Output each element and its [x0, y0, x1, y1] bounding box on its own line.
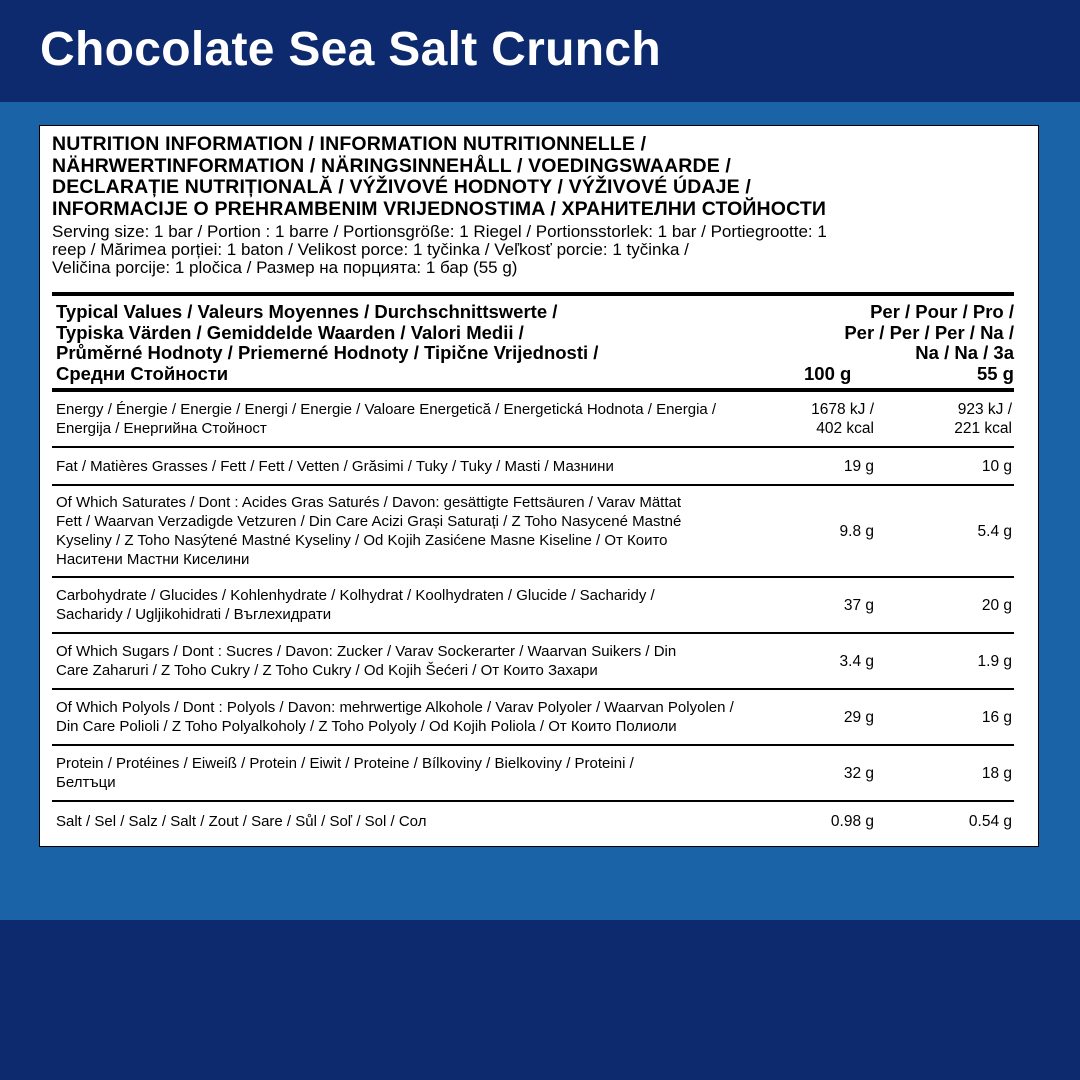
nutrient-label — [52, 698, 772, 736]
nutrient-row — [52, 634, 1014, 690]
nutrient-label-line: Sacharidy / Ugljikohidrati / Въглехидрати — [56, 606, 332, 623]
per-header-line: Na / Na / 3a — [915, 342, 1014, 363]
nutrient-label-line: Energija / Енергийна Стойност — [56, 420, 267, 437]
value-per-serving — [892, 400, 1012, 438]
nutrient-label — [52, 754, 772, 792]
table-header — [52, 302, 1014, 386]
value-per-100g-line: 37 g — [843, 596, 874, 614]
nutrition-title-line: NÄHRWERTINFORMATION / NÄRINGSINNEHÅLL / VOEDINGSWAARDE / — [52, 154, 731, 177]
nutrient-row — [52, 392, 1014, 448]
value-per-serving — [892, 708, 1012, 727]
value-per-100g-line: 29 g — [843, 708, 874, 726]
value-per-100g — [754, 400, 874, 438]
nutrient-label-line: Наситени Мастни Киселини — [56, 551, 250, 568]
nutrition-title-line: DECLARAȚIE NUTRIȚIONALĂ / VÝŽIVOVÉ HODNOTY / VÝŽIVOVÉ ÚDAJE / — [52, 176, 751, 198]
value-per-serving-line: 20 g — [981, 596, 1012, 614]
value-per-100g — [754, 812, 874, 831]
nutrient-row — [52, 578, 1014, 634]
nutrition-header — [52, 134, 1028, 277]
nutrient-label-line: Fat / Matières Grasses / Fett / Fett / Vetten / Grăsimi / Tuky / Tuky / Masti / Мазнини — [56, 457, 614, 475]
value-per-serving-line: 5.4 g — [977, 522, 1012, 540]
value-per-serving — [892, 652, 1012, 671]
value-per-100g — [754, 596, 874, 615]
value-per-100g-line: 1678 kJ / — [811, 401, 874, 418]
nutrition-title-line: NUTRITION INFORMATION / INFORMATION NUTRITIONNELLE / — [52, 133, 647, 155]
nutrient-label-line: Of Which Saturates / Dont : Acides Gras Saturés / Davon: gesättigte Fettsäuren / Varav Mättat — [56, 494, 682, 511]
value-per-serving-line: 923 kJ / — [957, 401, 1012, 418]
nutrient-label-line: Of Which Polyols / Dont : Polyols / Davon: mehrwertige Alkohole / Varav Polyoler / Waarvan Polyolen / — [56, 699, 734, 716]
value-per-serving — [892, 764, 1012, 783]
nutrient-label-line: Carbohydrate / Glucides / Kohlenhydrate / Kolhydrat / Koolhydraten / Glucide / Sacharidy / — [56, 587, 655, 604]
nutrient-label-line: Of Which Sugars / Dont : Sucres / Davon: Zucker / Varav Sockerarter / Waarvan Suikers / Din — [56, 643, 677, 660]
nutrient-label-line: Белтъци — [56, 774, 116, 791]
value-per-100g-line: 19 g — [843, 457, 874, 475]
per-column-header — [784, 302, 1014, 384]
nutrient-label — [52, 586, 772, 624]
per-header-line: Per / Per / Per / Na / — [844, 321, 1014, 343]
nutrition-title-line: INFORMACIJE O PREHRAMBENIM VRIJEDNOSTIMA / ХРАНИТЕЛНИ СТОЙНОСТИ — [52, 197, 827, 220]
typical-values-label — [56, 302, 776, 384]
nutrition-panel — [39, 125, 1039, 847]
nutrient-row — [52, 486, 1014, 578]
value-per-serving — [892, 596, 1012, 615]
nutrient-label — [52, 457, 772, 476]
nutrient-label-line: Salt / Sel / Salz / Salt / Zout / Sare / Sůl / Soľ / Sol / Сол — [56, 812, 427, 830]
divider-rule — [52, 292, 1014, 296]
serving-size-line: reep / Mărimea porției: 1 baton / Velikost porce: 1 tyčinka / Veľkosť porcie: 1 tyčinka / — [52, 240, 689, 259]
value-per-100g-line: 0.98 g — [830, 812, 874, 830]
value-per-serving-line: 1.9 g — [977, 652, 1012, 670]
nutrient-label — [52, 812, 772, 831]
value-per-serving-line: 0.54 g — [968, 812, 1012, 830]
typical-values-line: Typical Values / Valeurs Moyennes / Durchschnittswerte / — [56, 301, 558, 322]
nutrient-label-line: Fett / Waarvan Verzadigde Vetzuren / Din Care Acizi Grași Saturați / Z Toho Nasycené Mastné — [56, 513, 682, 530]
value-per-serving — [892, 812, 1012, 831]
nutrient-label-line: Kyseliny / Z Toho Nasýtené Mastné Kyseliny / Od Kojih Zasićene Masne Kiseline / От Които — [56, 532, 668, 549]
column-100g-label: 100 g — [804, 362, 852, 384]
serving-size-line: Serving size: 1 bar / Portion : 1 barre / Portionsgröße: 1 Riegel / Portionsstorlek: 1 bar / Portiegrootte: 1 — [52, 222, 827, 241]
nutrient-label-line: Care Zaharuri / Z Toho Cukry / Z Toho Cukry / Od Kojih Šećeri / От Които Захари — [56, 662, 598, 679]
value-per-100g-line: 32 g — [843, 764, 874, 782]
value-per-100g-line: 9.8 g — [839, 522, 874, 540]
value-per-100g — [754, 522, 874, 541]
serving-size-line: Veličina porcije: 1 pločica / Размер на порцията: 1 бар (55 g) — [52, 258, 518, 277]
nutrient-label — [52, 400, 772, 438]
value-per-100g-line: 3.4 g — [839, 652, 874, 670]
value-per-serving-line: 18 g — [981, 764, 1012, 782]
per-header-amounts — [784, 364, 1014, 385]
nutrient-row — [52, 690, 1014, 746]
nutrient-label — [52, 493, 772, 569]
serving-size — [52, 223, 1028, 277]
nutrition-rows — [52, 392, 1014, 840]
value-per-100g — [754, 457, 874, 476]
value-per-100g — [754, 708, 874, 727]
nutrient-label-line: Energy / Énergie / Energie / Energi / Energie / Valoare Energetică / Energetická Hodnota / Energia / — [56, 401, 717, 418]
typical-values-line: Typiska Värden / Gemiddelde Waarden / Valori Medii / — [56, 321, 524, 343]
nutrient-label-line: Protein / Protéines / Eiweiß / Protein / Eiwit / Proteine / Bílkoviny / Bielkoviny / Proteini / — [56, 755, 634, 772]
value-per-serving-line: 221 kcal — [954, 420, 1012, 437]
value-per-100g-line: 402 kcal — [816, 420, 874, 437]
nutrient-row — [52, 448, 1014, 486]
product-title: Chocolate Sea Salt Crunch — [40, 23, 661, 76]
value-per-serving-line: 16 g — [981, 708, 1012, 726]
value-per-serving — [892, 457, 1012, 476]
value-per-100g — [754, 652, 874, 671]
value-per-serving-line: 10 g — [981, 457, 1012, 475]
nutrition-title — [52, 134, 1028, 220]
typical-values-line: Средни Стойности — [56, 362, 229, 384]
nutrient-label-line: Din Care Polioli / Z Toho Polyalkoholy / Z Toho Polyoly / Od Kojih Poliola / От Които Полиоли — [56, 718, 677, 735]
column-serving-label: 55 g — [976, 362, 1014, 384]
footer-band — [0, 920, 1080, 1080]
nutrient-label — [52, 642, 772, 680]
value-per-serving — [892, 522, 1012, 541]
nutrient-row — [52, 802, 1014, 840]
nutrient-row — [52, 746, 1014, 802]
per-header-line: Per / Pour / Pro / — [870, 301, 1014, 322]
typical-values-line: Průměrné Hodnoty / Priemerné Hodnoty / Tipične Vrijednosti / — [56, 342, 599, 363]
value-per-100g — [754, 764, 874, 783]
